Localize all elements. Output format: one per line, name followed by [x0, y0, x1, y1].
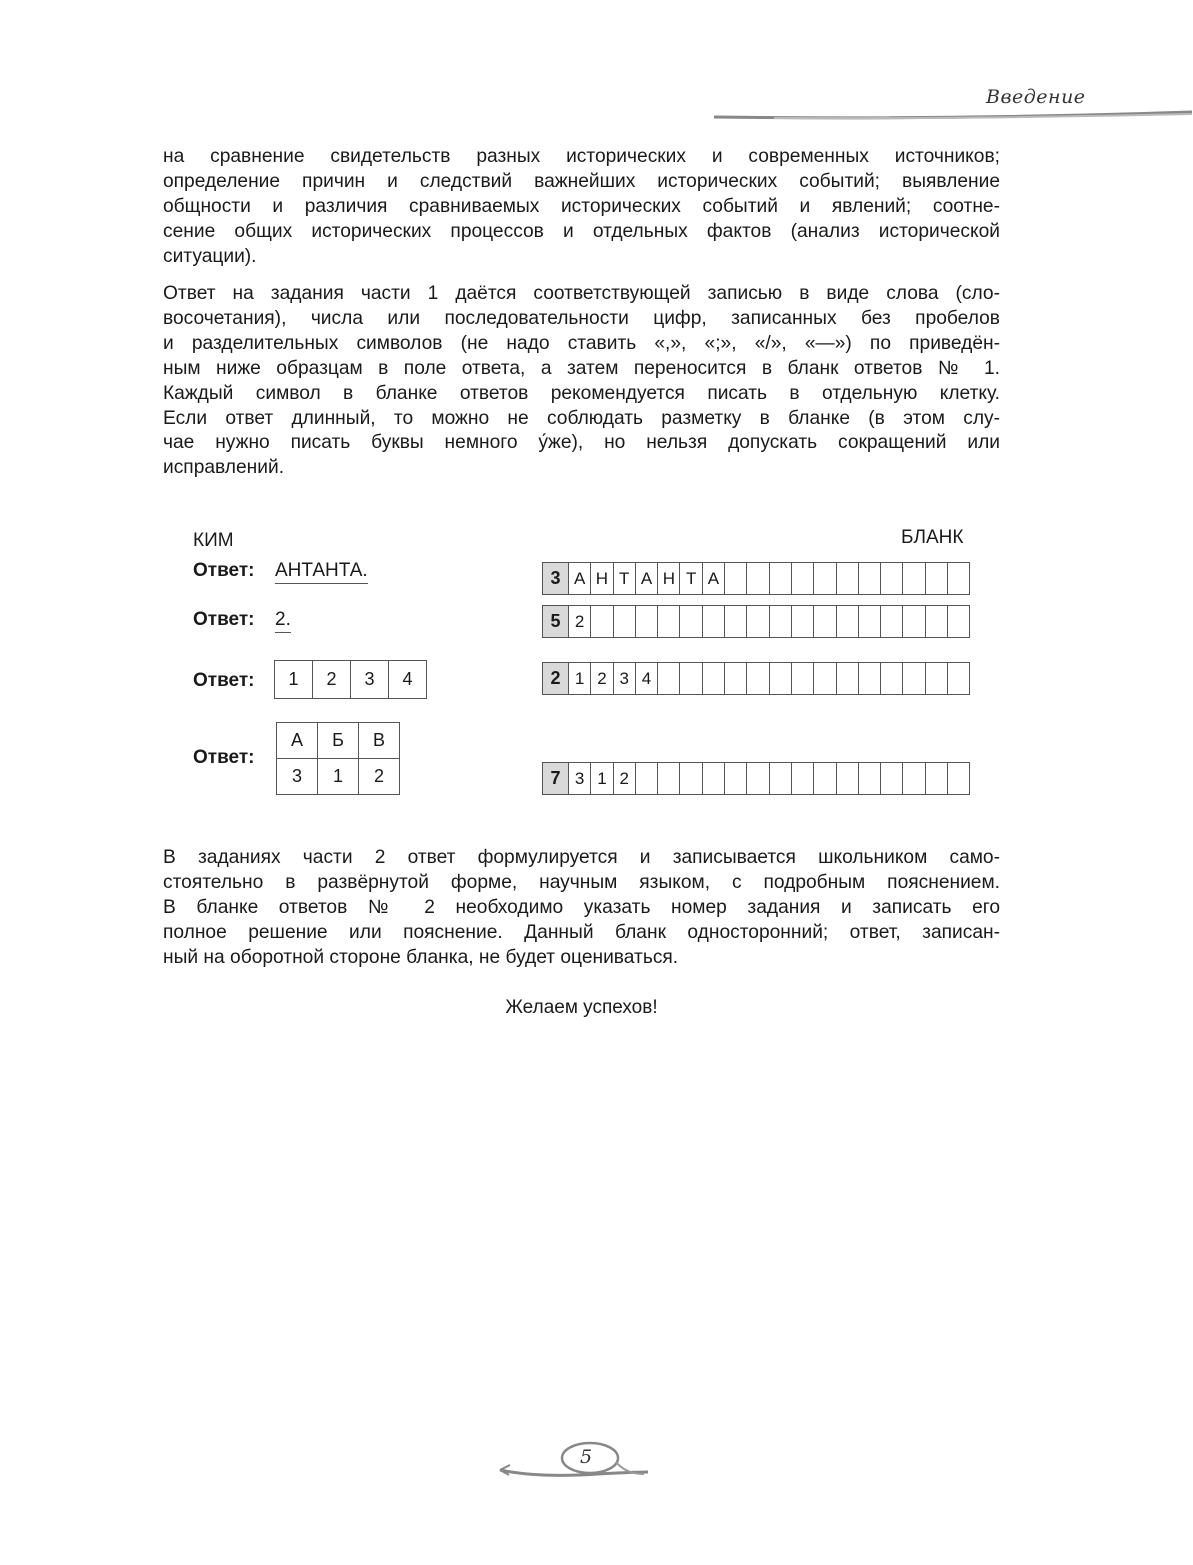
- answer-grid-cell: [836, 663, 858, 694]
- closing-wish: Желаем успехов!: [505, 997, 658, 1018]
- answer-grid-cell: [836, 563, 858, 594]
- text-line: определение причин и следствий важнейших исторических событий; выявление: [163, 170, 1000, 192]
- text-line: полное решение или пояснение. Данный бланк односторонний; ответ, записан-: [163, 921, 1000, 943]
- answer-grid-cell: [724, 606, 746, 637]
- answer-grid-cell: [813, 563, 835, 594]
- answer-grid-cell: [724, 763, 746, 794]
- answer-label: Ответ:: [193, 609, 255, 630]
- answer-grid-cell: [947, 563, 969, 594]
- task-number-cell: 5: [543, 606, 568, 637]
- answer-grid-cell: [702, 763, 724, 794]
- answer-label: Ответ:: [193, 747, 255, 768]
- answer-grid-cell: [858, 763, 880, 794]
- table-value-cell: 2: [359, 759, 400, 795]
- text-line: чае нужно писать буквы немного у́же), но нельзя допускать сокращений или: [163, 432, 1000, 454]
- answer-grid-cell: [679, 763, 701, 794]
- answer-grid-cell: [925, 663, 947, 694]
- answer-grid-cell: 4: [635, 663, 657, 694]
- section-title: Введение: [986, 86, 1086, 108]
- text-line: В бланке ответов № 2 необходимо указать номер задания и записать его: [163, 896, 1000, 918]
- answer-grid-cell: [769, 606, 791, 637]
- intro-paragraph: [163, 145, 1000, 270]
- answer-grid-cell: [657, 763, 679, 794]
- answer-2-text: 2.: [275, 609, 291, 633]
- answer-grid-cell: [813, 763, 835, 794]
- answer-grid-cell: А: [635, 563, 657, 594]
- text-line: восочетания), числа или последовательности цифр, записанных без пробелов: [163, 307, 1000, 329]
- answer-grid-cell: [724, 563, 746, 594]
- answer-cell: 2: [313, 661, 351, 699]
- instructions-paragraph: [163, 282, 1000, 481]
- answer-grid-cell: [858, 606, 880, 637]
- text-line: на сравнение свидетельств разных исторических и современных источников;: [163, 146, 1000, 167]
- answer-grid-cell: [925, 763, 947, 794]
- answer-1-text: АНТАНТА.: [275, 560, 368, 584]
- answer-grid-cell: 2: [613, 763, 635, 794]
- table-header-cell: А: [277, 723, 318, 759]
- answer-cell: 1: [275, 661, 313, 699]
- answer-grid-cell: [635, 763, 657, 794]
- answer-grid-cell: [746, 663, 768, 694]
- answer-grid-cell: [947, 606, 969, 637]
- answer-cell: 3: [351, 661, 389, 699]
- text-line: стоятельно в развёрнутой форме, научным языком, с подробным пояснением.: [163, 871, 1000, 893]
- answer-grid-cell: [724, 663, 746, 694]
- answer-grid-cell: [858, 563, 880, 594]
- answer-grid-cell: Н: [657, 563, 679, 594]
- page-number: 5: [580, 1446, 593, 1468]
- answer-grid-cell: Т: [613, 563, 635, 594]
- answer-grid-cell: [813, 663, 835, 694]
- answer-grid-cell: [635, 606, 657, 637]
- blank-row-2: [542, 605, 970, 638]
- answer-grid-cell: [836, 763, 858, 794]
- answer-grid-cell: [769, 563, 791, 594]
- answer-grid-cell: [836, 606, 858, 637]
- kim-label: КИМ: [193, 530, 234, 551]
- header-rule: [714, 110, 1193, 122]
- table-value-cell: 1: [318, 759, 359, 795]
- answer-grid-cell: [791, 763, 813, 794]
- text-line: Ответ на задания части 1 даётся соответствующей записью в виде слова (сло-: [163, 283, 1000, 304]
- answer-grid-cell: [613, 606, 635, 637]
- answer-grid-cell: [679, 606, 701, 637]
- text-line: ным ниже образцам в поле ответа, а затем переносится в бланк ответов № 1.: [163, 357, 1000, 379]
- text-line: В заданиях части 2 ответ формулируется и записывается школьником само-: [163, 847, 1000, 868]
- answer-grid-cell: А: [568, 563, 590, 594]
- answer-grid-cell: [791, 663, 813, 694]
- table-header-cell: В: [359, 723, 400, 759]
- answer-grid-cell: 1: [568, 663, 590, 694]
- answer-grid-cell: [902, 563, 924, 594]
- answer-grid-cell: [880, 763, 902, 794]
- answer-grid-cell: [947, 763, 969, 794]
- blank-label: БЛАНК: [901, 527, 964, 548]
- text-line: исправлений.: [163, 457, 285, 479]
- answer-grid-cell: [902, 663, 924, 694]
- answer-grid-cell: Н: [590, 563, 612, 594]
- answer-grid-cell: [813, 606, 835, 637]
- answer-grid-cell: [769, 763, 791, 794]
- page-ornament-icon: [498, 1438, 658, 1484]
- text-line: общности и различия сравниваемых исторических событий и явлений; соотне-: [163, 195, 1000, 217]
- answer-grid-cell: [657, 663, 679, 694]
- answer-grid-cell: [947, 663, 969, 694]
- answer-grid-cell: [880, 663, 902, 694]
- answer-label: Ответ:: [193, 670, 255, 691]
- text-line: Если ответ длинный, то можно не соблюдать разметку в бланке (в этом слу-: [163, 407, 1000, 429]
- answer-grid-cell: [791, 563, 813, 594]
- answer-grid-cell: [702, 606, 724, 637]
- answer-grid-cell: [590, 606, 612, 637]
- text-line: Каждый символ в бланке ответов рекомендуется писать в отдельную клетку.: [163, 382, 1000, 404]
- answer-grid-cell: Т: [679, 563, 701, 594]
- answer-grid-cell: [746, 563, 768, 594]
- answer-grid-cell: [925, 606, 947, 637]
- blank-row-1: [542, 562, 970, 595]
- text-line: и разделительных символов (не надо ставить «,», «;», «/», «—») по приведён-: [163, 332, 1000, 354]
- answer-grid-cell: [657, 606, 679, 637]
- answer-grid-cell: [791, 606, 813, 637]
- answer-grid-cell: [880, 563, 902, 594]
- answer-grid-cell: 2: [590, 663, 612, 694]
- table-value-cell: 3: [277, 759, 318, 795]
- answer-grid-cell: 3: [568, 763, 590, 794]
- answer-grid-cell: [858, 663, 880, 694]
- answer-grid-cell: 1: [590, 763, 612, 794]
- table-header-cell: Б: [318, 723, 359, 759]
- answer-grid-cell: А: [702, 563, 724, 594]
- blank-row-4: [542, 762, 970, 795]
- blank-row-3: [542, 662, 970, 695]
- answer-4-table: [276, 722, 400, 795]
- text-line: ситуации).: [163, 245, 257, 267]
- answer-grid-cell: [880, 606, 902, 637]
- task-number-cell: 7: [543, 763, 568, 794]
- answer-grid-cell: [746, 606, 768, 637]
- answer-grid-cell: [702, 663, 724, 694]
- answer-cell: 4: [389, 661, 427, 699]
- answer-grid-cell: 2: [568, 606, 590, 637]
- answer-grid-cell: [679, 663, 701, 694]
- answer-3-cells: [274, 660, 427, 699]
- answer-grid-cell: [925, 563, 947, 594]
- task-number-cell: 2: [543, 663, 568, 694]
- part2-paragraph: [163, 846, 1000, 971]
- text-line: ный на оборотной стороне бланка, не будет оцениваться.: [163, 946, 679, 968]
- answer-grid-cell: [902, 606, 924, 637]
- answer-label: Ответ:: [193, 560, 255, 581]
- text-line: сение общих исторических процессов и отдельных фактов (анализ исторической: [163, 220, 1000, 242]
- answer-grid-cell: [769, 663, 791, 694]
- answer-grid-cell: [746, 763, 768, 794]
- answer-grid-cell: [902, 763, 924, 794]
- answer-grid-cell: 3: [613, 663, 635, 694]
- task-number-cell: 3: [543, 563, 568, 594]
